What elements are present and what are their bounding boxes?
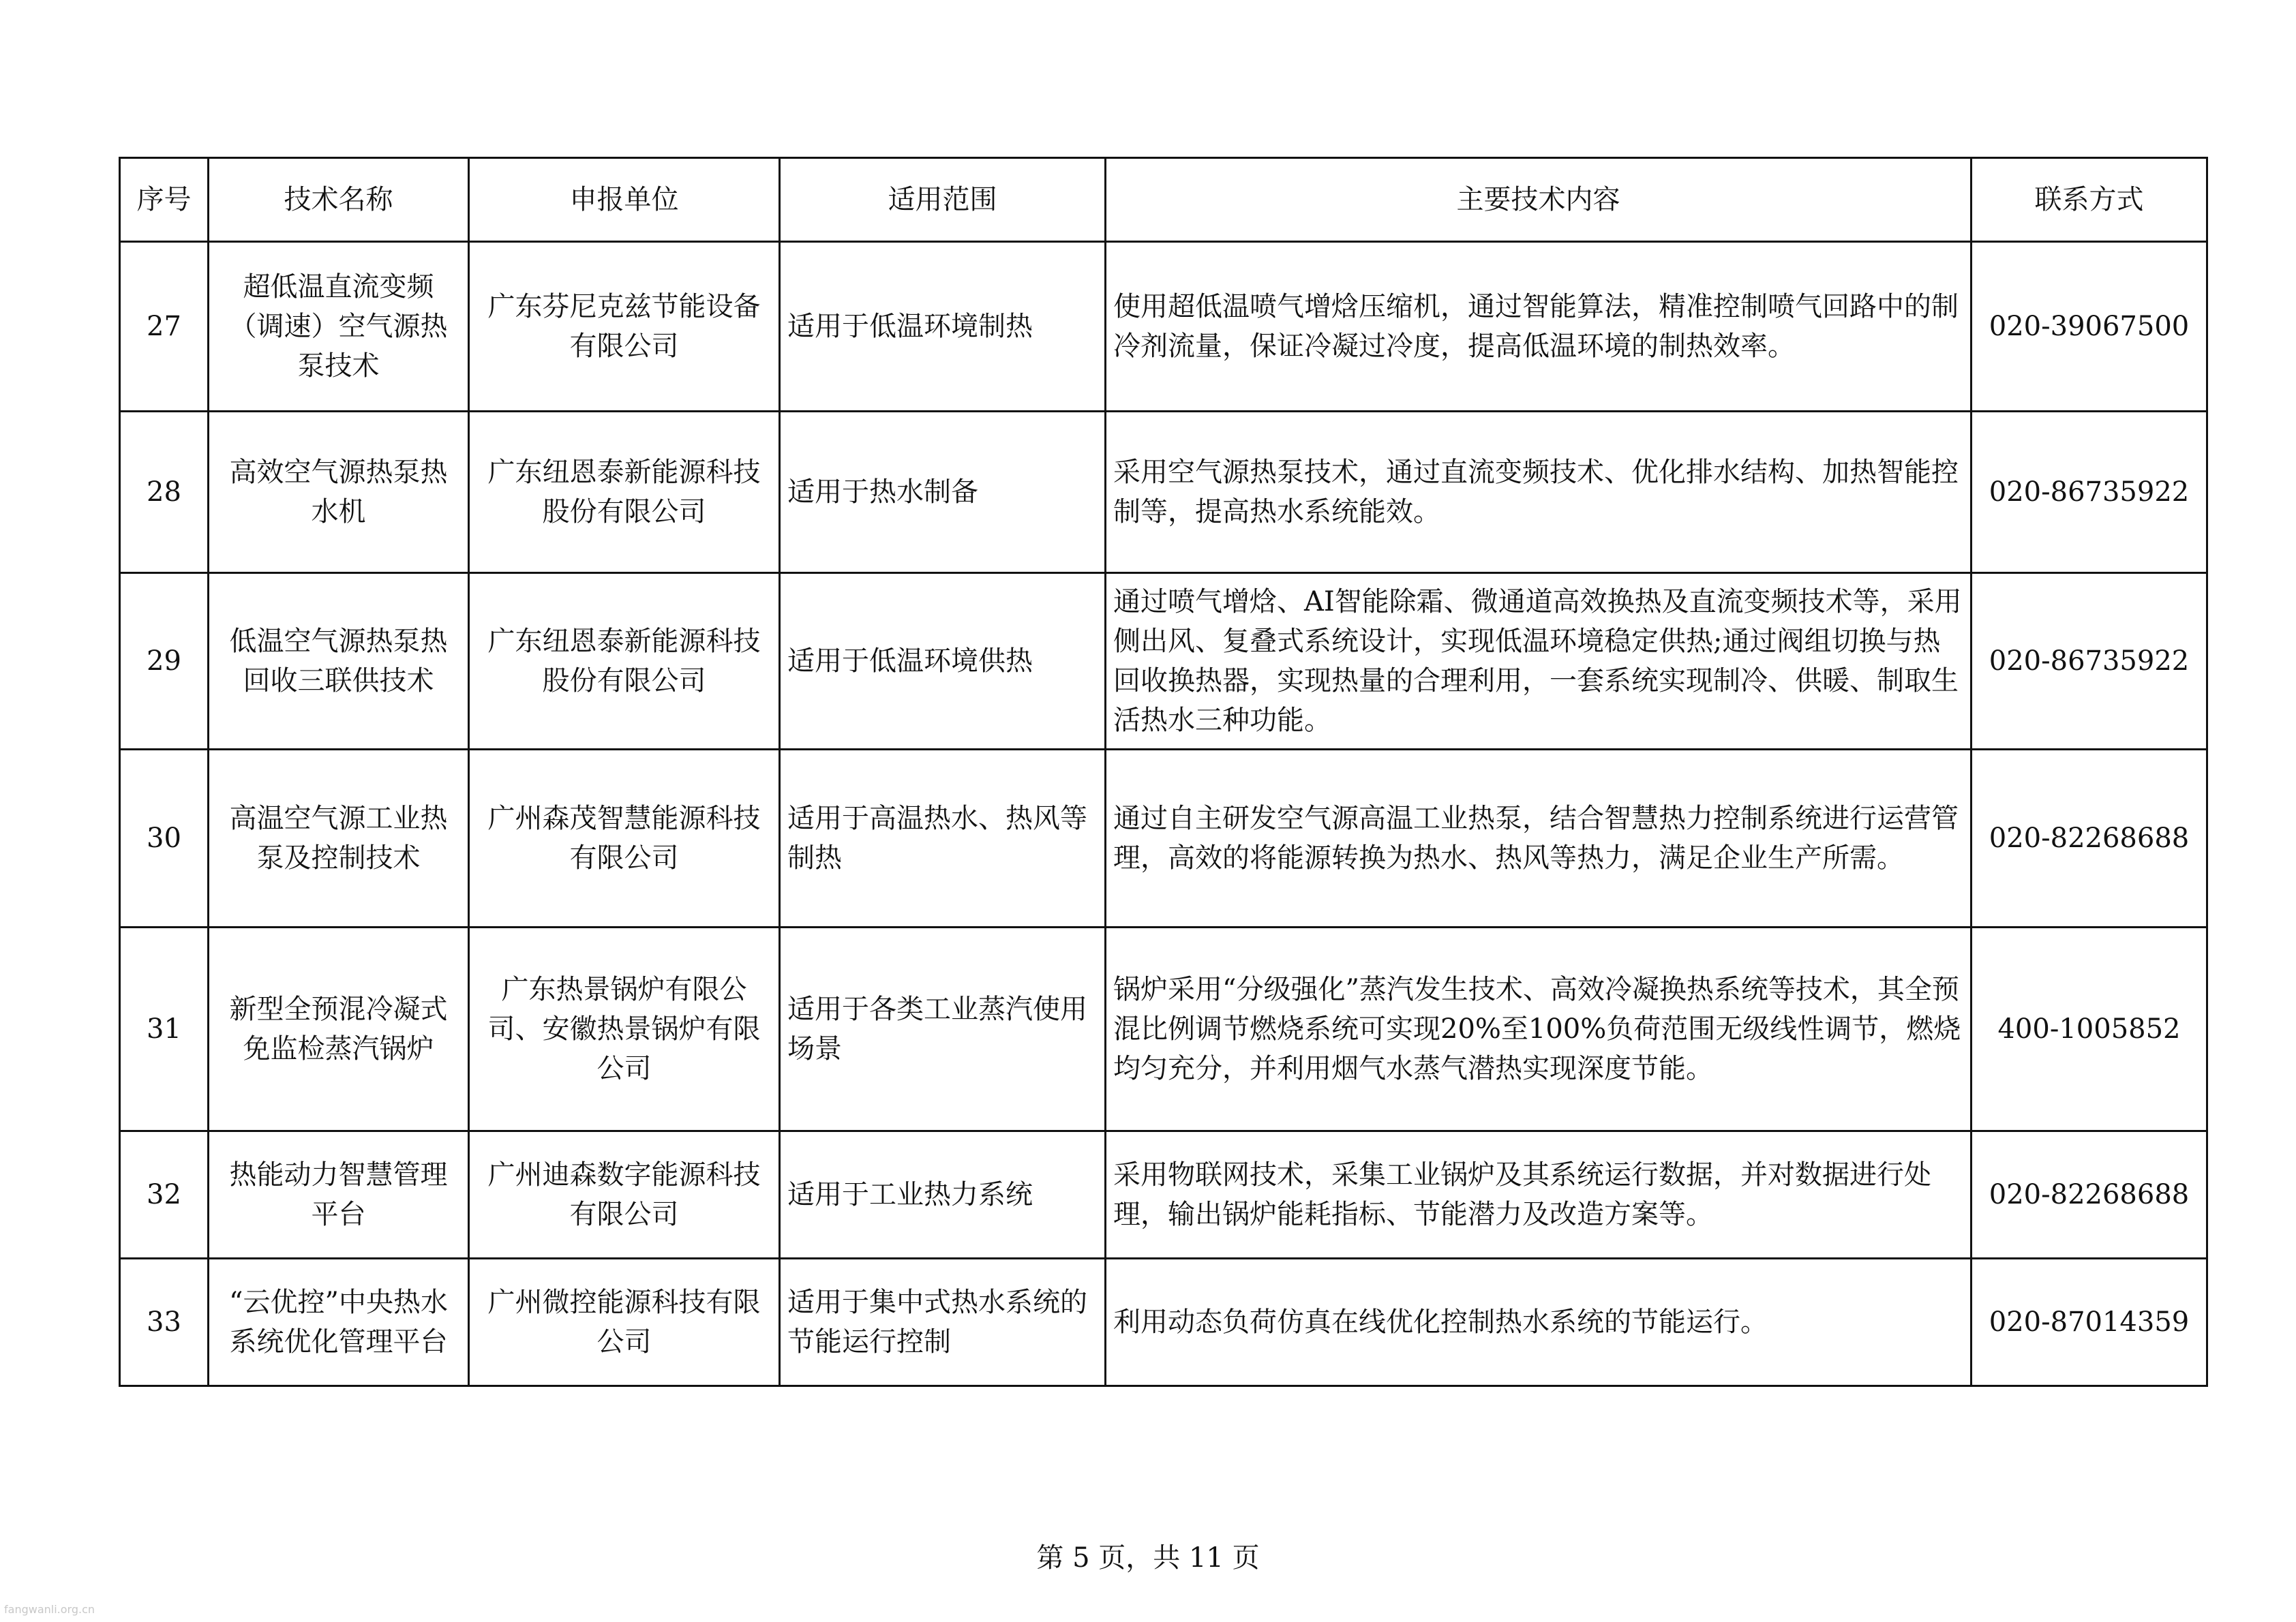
scope: 适用于高温热水、热风等制热 (780, 750, 1106, 928)
main-content: 采用物联网技术，采集工业锅炉及其系统运行数据，并对数据进行处理，输出锅炉能耗指标、节能潜力及改造方案等。 (1106, 1131, 1972, 1259)
table-row (120, 242, 2207, 412)
contact: 020-86735922 (1972, 412, 2207, 573)
header-scope: 适用范围 (780, 158, 1106, 242)
row-number: 28 (120, 412, 209, 573)
watermark: fangwanli.org.cn (4, 1603, 95, 1616)
contact: 020-39067500 (1972, 242, 2207, 412)
scope: 适用于集中式热水系统的节能运行控制 (780, 1259, 1106, 1386)
header-applicant: 申报单位 (469, 158, 780, 242)
row-number: 29 (120, 573, 209, 750)
applicant: 广州微控能源科技有限公司 (469, 1259, 780, 1386)
page-number: 5 (1072, 1542, 1090, 1574)
page-footer (0, 1539, 2296, 1577)
table-header-row (120, 158, 2207, 242)
table-row (120, 1259, 2207, 1386)
scope: 适用于各类工业蒸汽使用场景 (780, 928, 1106, 1131)
table-row (120, 573, 2207, 750)
applicant: 广东热景锅炉有限公司、安徽热景锅炉有限公司 (469, 928, 780, 1131)
contact: 020-87014359 (1972, 1259, 2207, 1386)
tech-name: 高效空气源热泵热水机 (209, 412, 469, 573)
scope: 适用于低温环境供热 (780, 573, 1106, 750)
table-row (120, 412, 2207, 573)
header-no: 序号 (120, 158, 209, 242)
main-content: 锅炉采用“分级强化”蒸汽发生技术、高效冷凝换热系统等技术，其全预混比例调节燃烧系统可实现20%至100%负荷范围无级线性调节，燃烧均匀充分，并利用烟气水蒸气潜热实现深度节能。 (1106, 928, 1972, 1131)
scope: 适用于热水制备 (780, 412, 1106, 573)
tech-name: 高温空气源工业热泵及控制技术 (209, 750, 469, 928)
row-number: 32 (120, 1131, 209, 1259)
scope: 适用于工业热力系统 (780, 1131, 1106, 1259)
main-content: 采用空气源热泵技术，通过直流变频技术、优化排水结构、加热智能控制等，提高热水系统能效。 (1106, 412, 1972, 573)
tech-name: 低温空气源热泵热回收三联供技术 (209, 573, 469, 750)
footer-suffix: 页 (1232, 1542, 1260, 1574)
header-main-content: 主要技术内容 (1106, 158, 1972, 242)
page-total: 11 (1188, 1542, 1224, 1574)
contact: 020-86735922 (1972, 573, 2207, 750)
footer-prefix: 第 (1036, 1542, 1064, 1574)
main-content: 通过喷气增焓、AI智能除霜、微通道高效换热及直流变频技术等，采用侧出风、复叠式系统设计，实现低温环境稳定供热;通过阀组切换与热回收换热器，实现热量的合理利用，一套系统实现制冷、供暖、制取生活热水三种功能。 (1106, 573, 1972, 750)
applicant: 广州森茂智慧能源科技有限公司 (469, 750, 780, 928)
technology-catalog-table (119, 157, 2208, 1387)
contact: 400-1005852 (1972, 928, 2207, 1131)
header-contact: 联系方式 (1972, 158, 2207, 242)
contact: 020-82268688 (1972, 1131, 2207, 1259)
table-row (120, 1131, 2207, 1259)
scope: 适用于低温环境制热 (780, 242, 1106, 412)
row-number: 27 (120, 242, 209, 412)
row-number: 30 (120, 750, 209, 928)
contact: 020-82268688 (1972, 750, 2207, 928)
table-row (120, 928, 2207, 1131)
tech-name: 热能动力智慧管理平台 (209, 1131, 469, 1259)
header-tech-name: 技术名称 (209, 158, 469, 242)
tech-name: “云优控”中央热水系统优化管理平台 (209, 1259, 469, 1386)
applicant: 广州迪森数字能源科技有限公司 (469, 1131, 780, 1259)
tech-name: 新型全预混冷凝式免监检蒸汽锅炉 (209, 928, 469, 1131)
main-content: 通过自主研发空气源高温工业热泵，结合智慧热力控制系统进行运营管理，高效的将能源转换为热水、热风等热力，满足企业生产所需。 (1106, 750, 1972, 928)
applicant: 广东纽恩泰新能源科技股份有限公司 (469, 573, 780, 750)
main-content: 使用超低温喷气增焓压缩机，通过智能算法，精准控制喷气回路中的制冷剂流量，保证冷凝过冷度，提高低温环境的制热效率。 (1106, 242, 1972, 412)
tech-name: 超低温直流变频（调速）空气源热泵技术 (209, 242, 469, 412)
row-number: 31 (120, 928, 209, 1131)
table-row (120, 750, 2207, 928)
main-content: 利用动态负荷仿真在线优化控制热水系统的节能运行。 (1106, 1259, 1972, 1386)
row-number: 33 (120, 1259, 209, 1386)
applicant: 广东芬尼克兹节能设备有限公司 (469, 242, 780, 412)
applicant: 广东纽恩泰新能源科技股份有限公司 (469, 412, 780, 573)
footer-middle: 页，共 (1098, 1542, 1181, 1574)
